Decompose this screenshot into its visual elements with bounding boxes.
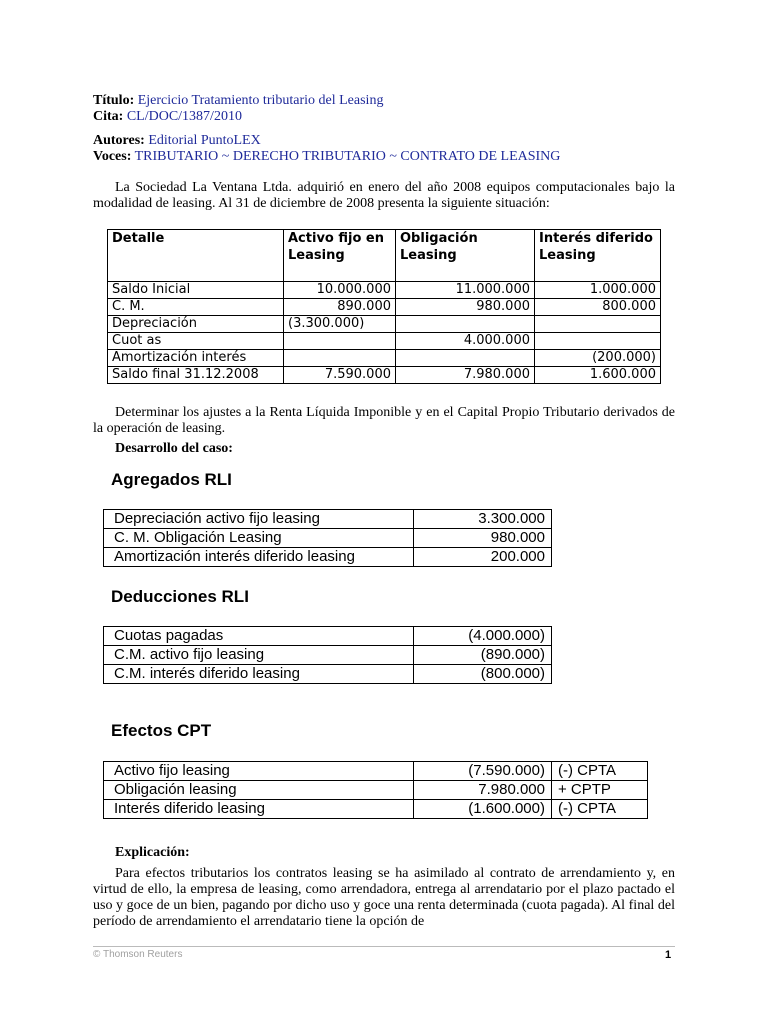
footer-copyright: © Thomson Reuters: [93, 949, 183, 960]
table-cell: (-) CPTA: [552, 800, 648, 819]
table-cell: Interés diferido leasing: [104, 800, 414, 819]
table-cell: (1.600.000): [414, 800, 552, 819]
table-cell: C. M. Obligación Leasing: [104, 529, 414, 548]
table-cell: Obligación leasing: [104, 781, 414, 800]
table-cell: (-) CPTA: [552, 762, 648, 781]
table-cell: Amortización interés: [108, 350, 284, 367]
agregados-table: [103, 509, 552, 567]
efectos-title: Efectos CPT: [111, 721, 212, 740]
citation-line: [93, 109, 242, 125]
table-cell: (4.000.000): [414, 627, 552, 646]
table-row: [104, 800, 648, 819]
explanation-heading: Explicación:: [115, 845, 190, 860]
table-cell: [396, 316, 535, 333]
table-cell: (800.000): [414, 665, 552, 684]
table-cell: (3.300.000): [284, 316, 396, 333]
citation-label: Cita:: [93, 109, 124, 124]
table-cell: 980.000: [396, 299, 535, 316]
table-row: [104, 646, 552, 665]
table-cell: Cuotas pagadas: [104, 627, 414, 646]
table-cell: + CPTP: [552, 781, 648, 800]
table-row: [108, 282, 661, 299]
table-cell: (200.000): [535, 350, 661, 367]
deducciones-title: Deducciones RLI: [111, 587, 249, 606]
title-value[interactable]: Ejercicio Tratamiento tributario del Leasing: [137, 93, 384, 108]
table-row: [104, 548, 552, 567]
table-cell: C.M. interés diferido leasing: [104, 665, 414, 684]
footer-divider: [93, 946, 675, 947]
table-cell: [284, 350, 396, 367]
table-cell: 10.000.000: [284, 282, 396, 299]
page-number: 1: [665, 949, 672, 961]
determine-paragraph: Determinar los ajustes a la Renta Líquida Imponible y en el Capital Propio Tributario derivados de la operación de leasing.: [93, 405, 675, 436]
table-row: [104, 665, 552, 684]
table-cell: 3.300.000: [414, 510, 552, 529]
table-cell: 7.590.000: [284, 367, 396, 384]
header-interes: Interés diferido Leasing: [535, 230, 661, 282]
deducciones-table: [103, 626, 552, 684]
table-row: [108, 299, 661, 316]
table-cell: [535, 316, 661, 333]
table-cell: [535, 333, 661, 350]
table-cell: Cuot as: [108, 333, 284, 350]
development-heading: Desarrollo del caso:: [115, 441, 233, 456]
table-cell: 200.000: [414, 548, 552, 567]
keywords-label: Voces:: [93, 149, 132, 164]
keywords-line: [93, 149, 560, 165]
table-cell: [284, 333, 396, 350]
table-row: [108, 350, 661, 367]
table-row: [104, 781, 648, 800]
table-cell: 7.980.000: [414, 781, 552, 800]
authors-value[interactable]: Editorial PuntoLEX: [148, 133, 261, 148]
table-row: [104, 762, 648, 781]
table-cell: C. M.: [108, 299, 284, 316]
title-line: [93, 93, 383, 109]
table-cell: Saldo Inicial: [108, 282, 284, 299]
table-row: [108, 367, 661, 384]
efectos-table: [103, 761, 648, 819]
table-cell: (7.590.000): [414, 762, 552, 781]
table-cell: C.M. activo fijo leasing: [104, 646, 414, 665]
table-row: [108, 316, 661, 333]
title-label: Título:: [93, 93, 135, 108]
table-cell: 800.000: [535, 299, 661, 316]
authors-line: [93, 133, 261, 149]
table-cell: 1.600.000: [535, 367, 661, 384]
table-row: [104, 510, 552, 529]
table-cell: 11.000.000: [396, 282, 535, 299]
table-cell: 1.000.000: [535, 282, 661, 299]
header-detalle: Detalle: [108, 230, 284, 282]
table-cell: 890.000: [284, 299, 396, 316]
table-cell: Activo fijo leasing: [104, 762, 414, 781]
table-cell: 4.000.000: [396, 333, 535, 350]
table-cell: 7.980.000: [396, 367, 535, 384]
table-row: [108, 333, 661, 350]
intro-paragraph: La Sociedad La Ventana Ltda. adquirió en enero del año 2008 equipos computacionales bajo la modalidad de leasing. Al 31 de diciembre de 2008 presenta la siguiente situación:: [93, 180, 675, 211]
agregados-title: Agregados RLI: [111, 470, 232, 489]
table-cell: (890.000): [414, 646, 552, 665]
header-activo-fijo: Activo fijo en Leasing: [284, 230, 396, 282]
table-cell: Amortización interés diferido leasing: [104, 548, 414, 567]
citation-value[interactable]: CL/DOC/1387/2010: [126, 109, 242, 124]
table-cell: Saldo final 31.12.2008: [108, 367, 284, 384]
table-row: [104, 529, 552, 548]
header-obligacion: Obligación Leasing: [396, 230, 535, 282]
situation-header-row: [108, 230, 661, 282]
table-cell: [396, 350, 535, 367]
table-cell: Depreciación: [108, 316, 284, 333]
table-row: [104, 627, 552, 646]
explanation-paragraph: Para efectos tributarios los contratos leasing se ha asimilado al contrato de arrendamiento y, en virtud de ello, la empresa de leasing, como arrendadora, entrega al arrendatario por el plazo pactado el uso y goce de un bien, pagando por dicho uso y goce una renta determinada (cuota pagada). Al final del período de arrendamiento el arrendatario tiene la opción de: [93, 866, 675, 929]
table-cell: Depreciación activo fijo leasing: [104, 510, 414, 529]
table-cell: 980.000: [414, 529, 552, 548]
situation-table: [107, 229, 661, 384]
authors-label: Autores:: [93, 133, 145, 148]
keywords-value[interactable]: TRIBUTARIO ~ DERECHO TRIBUTARIO ~ CONTRATO DE LEASING: [134, 149, 561, 164]
